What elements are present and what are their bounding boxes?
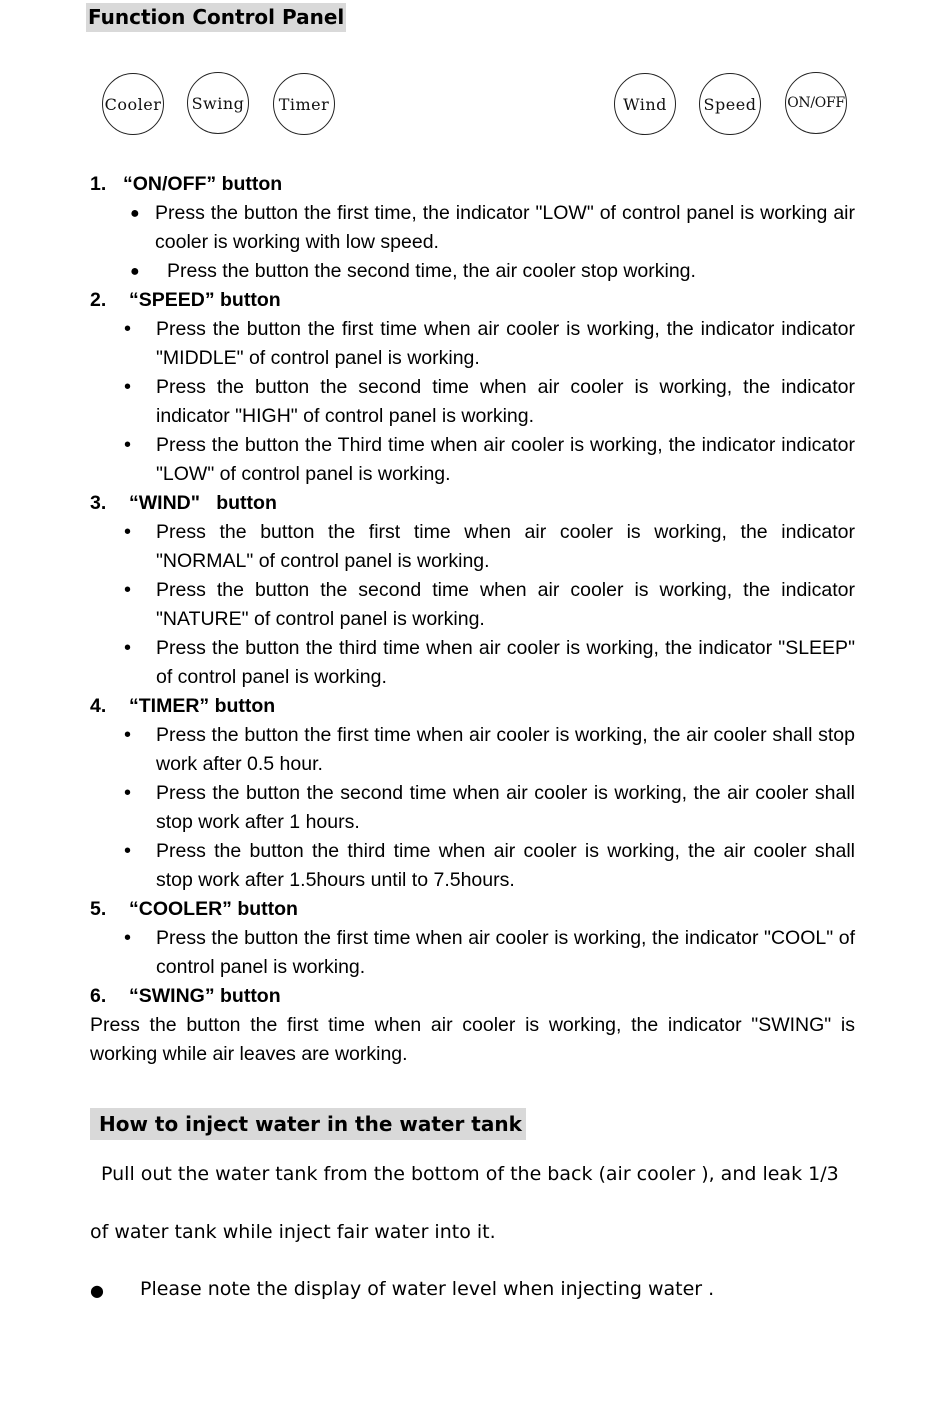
section-list [90,721,855,895]
section-heading [90,982,855,1011]
list-item: • Press the button the third time when air cooler is working, the air cooler shall stop work after 1.5hours until to 7.5hours. [90,837,855,895]
list-item: • Press the button the first time when air cooler is working, the air cooler shall stop work after 0.5 hour. [90,721,855,779]
list-item: ● Press the button the second time, the air cooler stop working. [90,257,855,286]
swing-button-illustration: Swing [187,72,249,134]
speed-button-illustration: Speed [699,73,761,135]
list-item: • Press the button the third time when air cooler is working, the indicator "SLEEP" of control panel is working. [90,634,855,692]
onoff-button-illustration: ON/OFF [785,72,847,134]
list-item: • Press the button the Third time when air cooler is working, the indicator indicator "LOW" of control panel is working. [90,431,855,489]
list-item: • Press the button the first time when air cooler is working, the indicator indicator "MIDDLE" of control panel is working. [90,315,855,373]
section-heading [90,286,855,315]
section-label: “TIMER” button [129,695,276,717]
bullet-icon: ● [90,1281,104,1300]
section-heading [90,895,855,924]
section-label: “WIND" button [129,492,277,514]
list-item: • Press the button the second time when air cooler is working, the indicator indicator "HIGH" of control panel is working. [90,373,855,431]
section-number: 4. [90,695,107,717]
panel-title: Function Control Panel [86,3,346,32]
section-list [90,199,855,286]
section-label: “SPEED” button [129,289,281,311]
section-number: 1. [90,173,107,195]
section-heading [90,170,855,199]
list-item: • Press the button the second time when air cooler is working, the indicator "NATURE" of control panel is working. [90,576,855,634]
wind-button-illustration: Wind [614,73,676,135]
list-item: • Press the button the first time when air cooler is working, the indicator "NORMAL" of control panel is working. [90,518,855,576]
section-list [90,315,855,489]
section-label: “COOLER” button [129,898,298,920]
list-item: • Press the button the first time when air cooler is working, the indicator "COOL" of control panel is working. [90,924,855,982]
section-number: 2. [90,289,107,311]
water-instructions-line1: Pull out the water tank from the bottom of the back (air cooler ), and leak 1/3 [101,1163,839,1185]
timer-button-illustration: Timer [273,73,335,135]
section-label: “ON/OFF” button [123,173,283,195]
section-number: 3. [90,492,107,514]
section-number: 6. [90,985,107,1007]
section-list [90,518,855,692]
water-instructions-line2: of water tank while inject fair water into it. [90,1221,496,1243]
function-descriptions [90,170,855,1069]
section-heading [90,692,855,721]
section-number: 5. [90,898,107,920]
cooler-button-illustration: Cooler [102,73,164,135]
swing-paragraph: Press the button the first time when air cooler is working, the indicator "SWING" is working while air leaves are working. [90,1014,855,1065]
list-item: • Press the button the second time when air cooler is working, the air cooler shall stop work after 1 hours. [90,779,855,837]
section-list [90,924,855,982]
section-heading [90,489,855,518]
water-section-title: How to inject water in the water tank [90,1108,526,1140]
list-item: ● Press the button the first time, the indicator "LOW" of control panel is working air cooler is working with low speed. [90,199,855,257]
water-note-text: Please note the display of water level when injecting water . [140,1278,715,1300]
section-label: “SWING” button [129,985,281,1007]
